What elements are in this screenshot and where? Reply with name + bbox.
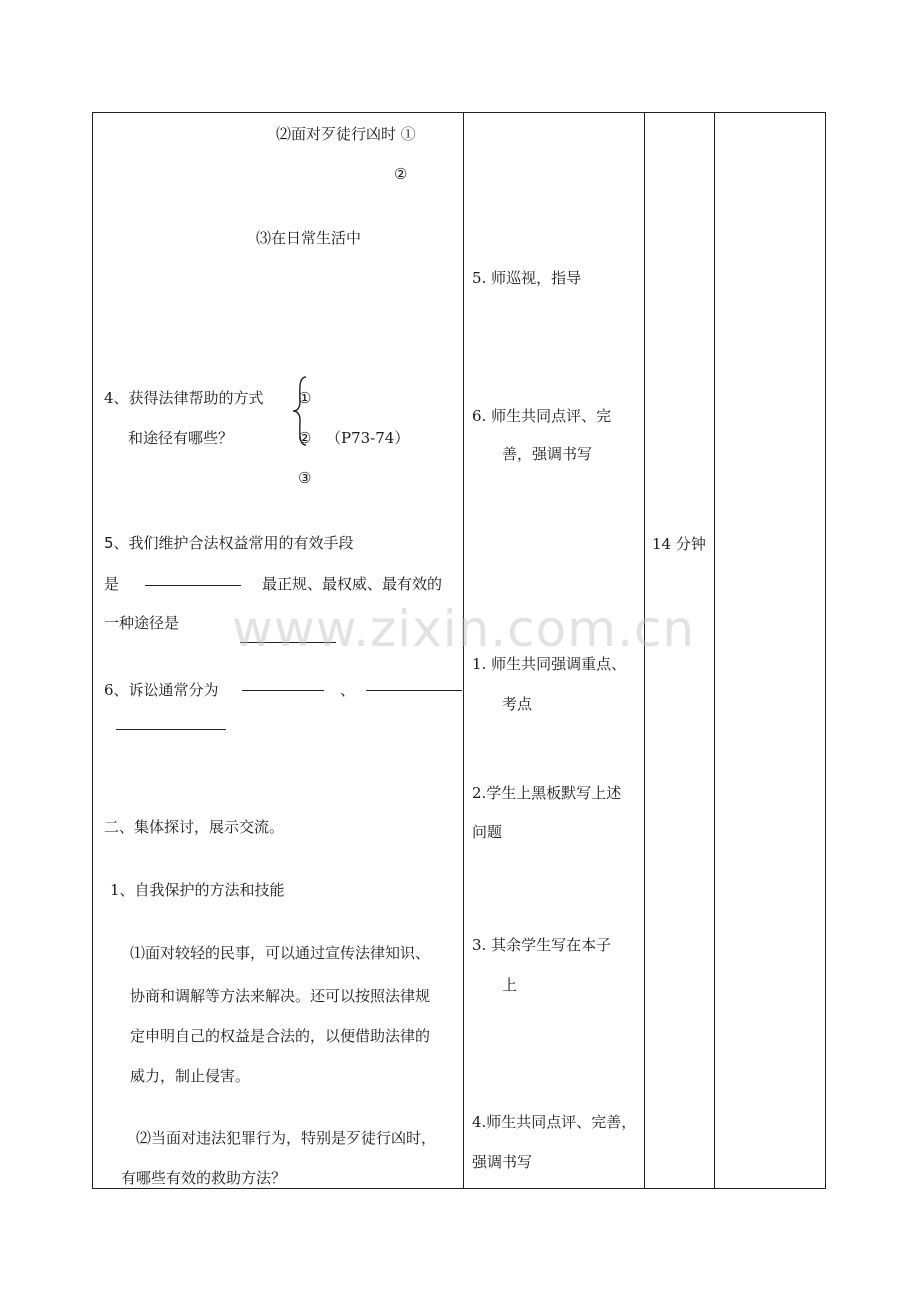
question-6-text: 6、诉讼通常分为 <box>104 681 219 699</box>
question-4-option-2: ② <box>298 429 312 447</box>
question-5-line-3: 一种途径是 <box>104 614 180 632</box>
activity-5: 5. 师巡视，指导 <box>472 269 582 287</box>
paragraph-2-line-1: ⑵当面对违法犯罪行为，特别是歹徒行凶时， <box>136 1129 437 1147</box>
activity-b3-line-2: 上 <box>502 976 518 994</box>
activity-6-line-1: 6. 师生共同点评、完 <box>472 407 612 425</box>
question-5-suffix: 最正规、最权威、最有效的 <box>262 575 443 593</box>
column-divider-3 <box>714 113 715 1188</box>
answer-blank <box>366 690 462 691</box>
question-4-option-1: ① <box>298 389 312 407</box>
question-4-line-1: 4、获得法律帮助的方式 <box>104 389 264 407</box>
section-2-heading: 二、集体探讨，展示交流。 <box>104 818 285 836</box>
paragraph-2-line-2: 有哪些有效的救助方法？ <box>121 1169 287 1187</box>
question-4-page-ref: （P73-74） <box>326 429 410 447</box>
activity-b2-line-1: 2.学生上黑板默写上述 <box>472 784 622 802</box>
question-5-prefix: 是 <box>104 575 120 593</box>
item-3-2-line: ⑵面对歹徒行凶时 ① <box>276 125 416 143</box>
paragraph-1-line-1: ⑴面对较轻的民事，可以通过宣传法律知识、 <box>130 944 431 962</box>
activity-b2-line-2: 问题 <box>472 823 503 841</box>
paragraph-1-line-2: 协商和调解等方法来解决。还可以按照法律规 <box>130 987 431 1005</box>
answer-blank <box>116 729 226 730</box>
question-4-line-2: 和途径有哪些？ <box>128 429 234 447</box>
item-3-3-line: ⑶在日常生活中 <box>256 229 362 247</box>
item-3-2-second: ② <box>394 165 408 183</box>
activity-b4-line-1: 4.师生共同点评、完善， <box>472 1113 637 1131</box>
answer-blank <box>242 690 324 691</box>
activity-b4-line-2: 强调书写 <box>472 1153 533 1171</box>
answer-blank <box>145 585 241 586</box>
question-5-line-1: 5、我们维护合法权益常用的有效手段 <box>104 534 354 552</box>
time-allocation: 14 分钟 <box>652 535 706 553</box>
question-4-option-3: ③ <box>298 469 312 487</box>
paragraph-1-line-3: 定申明自己的权益是合法的，以便借助法律的 <box>130 1027 431 1045</box>
activity-b1-line-1: 1. 师生共同强调重点、 <box>472 655 627 673</box>
watermark: www.zixin.com.cn <box>232 600 696 658</box>
activity-b1-line-2: 考点 <box>502 695 533 713</box>
subsection-1-heading: 1、自我保护的方法和技能 <box>110 881 285 899</box>
activity-b3-line-1: 3. 其余学生写在本子 <box>472 936 612 954</box>
paragraph-1-line-4: 威力，制止侵害。 <box>130 1067 251 1085</box>
question-6-separator: 、 <box>340 681 356 699</box>
activity-6-line-2: 善，强调书写 <box>502 445 593 463</box>
